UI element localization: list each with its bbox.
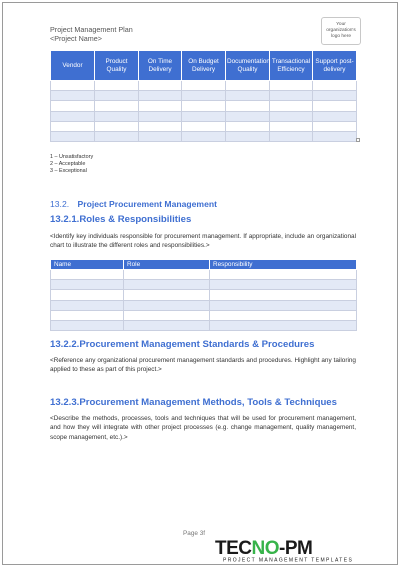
table-cell[interactable] [124,290,210,300]
subsection-heading-roles: 13.2.1.Roles & Responsibilities [50,214,192,225]
section-heading [50,199,217,209]
table-cell[interactable] [210,280,357,290]
table-cell[interactable] [210,290,357,300]
table-row [51,270,357,280]
table-cell[interactable] [210,300,357,310]
table-cell[interactable] [226,111,270,121]
column-header: Documentation Quality [226,51,270,81]
table-cell[interactable] [139,111,182,121]
column-header: On Time Delivery [139,51,182,81]
rating-legend [50,154,93,176]
vendor-evaluation-table [50,50,357,142]
subsection-heading-standards: 13.2.2.Procurement Management Standards & Procedures [50,339,315,350]
table-row [51,111,357,121]
table-cell[interactable] [95,111,139,121]
column-header: Name [51,260,124,270]
header-subtitle: <Project Name> [50,34,102,43]
table-cell[interactable] [182,121,226,131]
table-cell[interactable] [124,280,210,290]
table-resize-handle[interactable] [356,138,360,142]
table-cell[interactable] [124,270,210,280]
logo-placeholder-line: organization's [326,28,356,33]
column-header: Support post-delivery [313,51,357,81]
column-header: Role [124,260,210,270]
brand-name [215,538,312,559]
subsection-heading-methods: 13.2.3.Procurement Management Methods, Tools & Techniques [50,397,337,408]
table-header-row [51,51,357,81]
table-cell[interactable] [139,131,182,141]
brand-name-part: -PM [279,538,313,559]
table-cell[interactable] [139,91,182,101]
table-cell[interactable] [124,320,210,330]
table-cell[interactable] [51,280,124,290]
roles-table [50,259,357,331]
table-cell[interactable] [226,131,270,141]
table-cell[interactable] [210,270,357,280]
column-header: Responsibility [210,260,357,270]
table-cell[interactable] [51,270,124,280]
brand-name-part: NO [251,538,279,559]
table-cell[interactable] [139,101,182,111]
section-number: 13.2. [50,199,70,209]
table-cell[interactable] [210,320,357,330]
table-cell[interactable] [270,121,313,131]
table-cell[interactable] [51,310,124,320]
table-row [51,310,357,320]
logo-placeholder-line: Your [336,22,346,27]
table-cell[interactable] [270,91,313,101]
table-cell[interactable] [95,101,139,111]
table-cell[interactable] [51,111,95,121]
table-cell[interactable] [51,320,124,330]
table-cell[interactable] [313,131,357,141]
table-header-row [51,260,357,270]
brand-tagline: PROJECT MANAGEMENT TEMPLATES [223,557,354,563]
table-cell[interactable] [226,101,270,111]
column-header: Product Quality [95,51,139,81]
table-cell[interactable] [95,131,139,141]
table-cell[interactable] [210,310,357,320]
table-row [51,81,357,91]
brand-name-part: TEC [215,538,252,559]
table-cell[interactable] [226,81,270,91]
table-cell[interactable] [139,121,182,131]
table-cell[interactable] [51,81,95,91]
table-cell[interactable] [182,91,226,101]
table-row [51,91,357,101]
table-cell[interactable] [226,121,270,131]
table-cell[interactable] [313,111,357,121]
methods-description: <Describe the methods, processes, tools and techniques that will be used for procurement management, and how they will integrate with other project processes (e.g. change management, quality management, scope management, etc.).> [50,415,356,441]
table-cell[interactable] [313,121,357,131]
table-row [51,101,357,111]
table-cell[interactable] [313,91,357,101]
table-row [51,320,357,330]
table-cell[interactable] [182,111,226,121]
page-number: Page 3f [183,530,206,537]
table-cell[interactable] [139,81,182,91]
table-row [51,280,357,290]
table-cell[interactable] [95,121,139,131]
legend-item: 2 – Acceptable [50,161,86,168]
table-row [51,121,357,131]
table-cell[interactable] [182,101,226,111]
table-cell[interactable] [51,131,95,141]
table-cell[interactable] [182,131,226,141]
roles-description: <Identify key individuals responsible for procurement management. If appropriate, include an organizational chart to illustrate the different roles and responsibilities.> [50,233,356,250]
column-header: Vendor [51,51,95,81]
logo-placeholder-line: logo here [330,34,351,39]
table-cell[interactable] [270,81,313,91]
table-row [51,300,357,310]
header-title: Project Management Plan [50,25,133,34]
table-cell[interactable] [182,81,226,91]
column-header: On Budget Delivery [182,51,226,81]
table-row [51,290,357,300]
techno-pm-logo [215,537,380,563]
table-cell[interactable] [51,91,95,101]
table-row [51,131,357,141]
table-cell[interactable] [270,101,313,111]
page-header [50,25,133,43]
standards-description: <Reference any organizational procurement management standards and procedures. Highlight any tailoring applied to these as part of this project.> [50,357,356,374]
table-cell[interactable] [95,81,139,91]
legend-item: 3 – Exceptional [50,168,87,175]
table-cell[interactable] [270,111,313,121]
table-cell[interactable] [51,300,124,310]
table-cell[interactable] [124,300,210,310]
table-cell[interactable] [313,81,357,91]
section-title: Project Procurement Management [77,199,217,209]
table-cell[interactable] [51,290,124,300]
table-cell[interactable] [270,131,313,141]
table-cell[interactable] [51,101,95,111]
table-cell[interactable] [95,91,139,101]
legend-item: 1 – Unsatisfactory [50,154,94,160]
table-cell[interactable] [51,121,95,131]
document-page [2,2,398,565]
logo-placeholder [321,17,361,45]
table-cell[interactable] [226,91,270,101]
table-cell[interactable] [313,101,357,111]
table-cell[interactable] [124,310,210,320]
column-header: Transactional Efficiency [270,51,313,81]
